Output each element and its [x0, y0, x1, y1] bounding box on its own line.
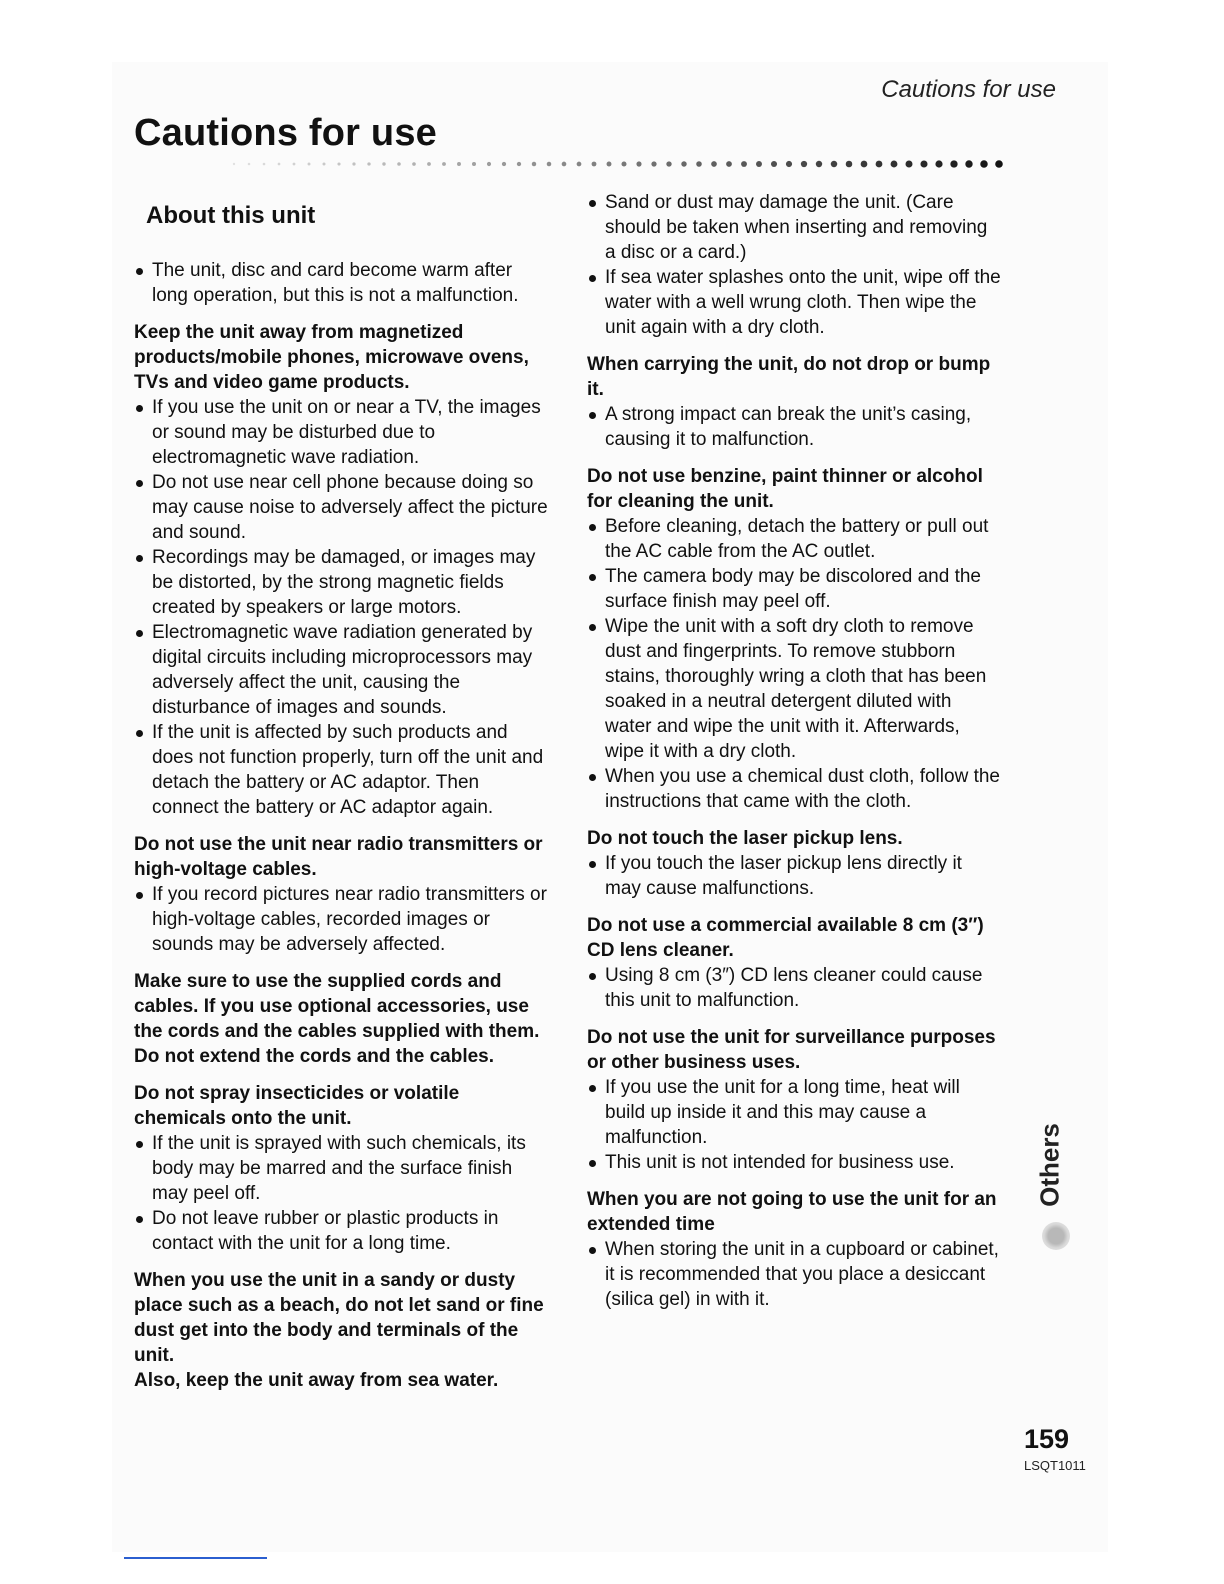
list-item: If the unit is affected by such products and does not function properly, turn off the unit and detach the battery or AC adaptor. Then connect the battery or AC adaptor again.	[134, 720, 550, 820]
rule-dot	[935, 160, 942, 167]
rule-dot	[412, 162, 416, 166]
list-item: Sand or dust may damage the unit. (Care should be taken when inserting and removing a disc or a card.)	[587, 190, 1003, 265]
bullet-list	[134, 882, 550, 957]
rule-dot	[517, 162, 521, 166]
rule-dot	[801, 161, 807, 167]
rule-dot	[816, 161, 822, 167]
list-item: A strong impact can break the unit’s casing, causing it to malfunction.	[587, 402, 1003, 452]
caution-block	[134, 1268, 550, 1393]
rule-dot	[950, 160, 957, 167]
rule-dot	[726, 161, 732, 167]
rule-dot	[681, 161, 686, 166]
rule-dot	[562, 162, 567, 167]
rule-dot	[906, 161, 913, 168]
list-item: Do not use near cell phone because doing so may cause noise to adversely affect the picture and sound.	[134, 470, 550, 545]
right-blocks	[587, 190, 1003, 1312]
running-header: Cautions for use	[881, 76, 1056, 103]
list-item: The unit, disc and card become warm after long operation, but this is not a malfunction.	[134, 258, 550, 308]
bottom-rule	[124, 1557, 267, 1559]
caution-heading: Also, keep the unit away from sea water.	[134, 1370, 499, 1391]
caution-block	[134, 832, 550, 957]
rule-dot	[278, 163, 281, 166]
bullet-list	[587, 851, 1003, 901]
bullet-list	[587, 1075, 1003, 1175]
caution-block	[134, 1081, 550, 1256]
rule-dot	[248, 163, 251, 166]
list-item: When storing the unit in a cupboard or cabinet, it is recommended that you place a desiccant (silica gel) in with it.	[587, 1237, 1003, 1312]
list-item: Do not leave rubber or plastic products in contact with the unit for a long time.	[134, 1206, 550, 1256]
list-item: Before cleaning, detach the battery or pull out the AC cable from the AC outlet.	[587, 514, 1003, 564]
rule-dot	[532, 162, 536, 166]
rule-dot	[367, 162, 370, 165]
caution-block	[587, 826, 1003, 901]
caution-block	[587, 1025, 1003, 1175]
dotted-rule	[228, 156, 1008, 172]
rule-dot	[547, 162, 552, 167]
list-item: When you use a chemical dust cloth, follow the instructions that came with the cloth.	[587, 764, 1003, 814]
rule-dot	[487, 162, 491, 166]
bullet-list	[134, 395, 550, 820]
caution-heading: Do not spray insecticides or volatile chemicals onto the unit.	[134, 1083, 460, 1129]
page-number: 159	[1024, 1424, 1070, 1454]
list-item: If sea water splashes onto the unit, wipe off the water with a well wrung cloth. Then wipe the unit again with a dry cloth.	[587, 265, 1003, 340]
caution-heading: Keep the unit away from magnetized products/mobile phones, microwave ovens, TVs and video game products.	[134, 322, 529, 393]
rule-dot	[711, 161, 717, 167]
bullet-list	[587, 402, 1003, 452]
rule-dot	[891, 161, 898, 168]
caution-heading: When carrying the unit, do not drop or bump it.	[587, 354, 991, 400]
bullet-list	[587, 514, 1003, 814]
right-column	[587, 190, 1003, 1324]
rule-dot	[756, 161, 762, 167]
caution-block	[134, 969, 550, 1069]
rule-dot	[621, 161, 626, 166]
list-item: If you use the unit on or near a TV, the images or sound may be disturbed due to electromagnetic wave radiation.	[134, 395, 550, 470]
caution-block	[134, 320, 550, 820]
list-item: If you use the unit for a long time, heat will build up inside it and this may cause a malfunction.	[587, 1075, 1003, 1150]
list-item: Using 8 cm (3″) CD lens cleaner could cause this unit to malfunction.	[587, 963, 1003, 1013]
left-blocks	[134, 320, 550, 1393]
rule-dot	[965, 160, 972, 167]
caution-block	[587, 913, 1003, 1013]
rule-dot	[980, 160, 987, 167]
list-item: Recordings may be damaged, or images may be distorted, by the strong magnetic fields created by speakers or large motors.	[134, 545, 550, 620]
intro-bullet-list	[134, 258, 550, 308]
caution-heading: Do not use the unit for surveillance purposes or other business uses.	[587, 1027, 996, 1073]
rule-dot	[831, 161, 837, 167]
caution-heading: Do not use the unit near radio transmitters or high-voltage cables.	[134, 834, 543, 880]
rule-dot	[696, 161, 702, 167]
list-item: If the unit is sprayed with such chemicals, its body may be marred and the surface finish may peel off.	[134, 1131, 550, 1206]
bullet-list	[587, 1237, 1003, 1312]
caution-block	[587, 190, 1003, 340]
caution-heading: When you are not going to use the unit for an extended time	[587, 1189, 997, 1235]
rule-dot	[786, 161, 792, 167]
bullet-list	[134, 1131, 550, 1256]
rule-dot	[636, 161, 641, 166]
rule-dot	[293, 163, 296, 166]
rule-dot	[861, 161, 868, 168]
rule-dot	[771, 161, 777, 167]
rule-dot	[592, 162, 597, 167]
rule-dot	[846, 161, 853, 168]
rule-dot	[427, 162, 431, 166]
section-marker-icon	[1042, 1222, 1070, 1250]
section-heading: About this unit	[146, 202, 316, 229]
rule-dot	[263, 163, 266, 166]
section-tab-label: Others	[1034, 1123, 1065, 1207]
caution-heading: Make sure to use the supplied cords and cables. If you use optional accessories, use the cords and the cables supplied with them.	[134, 971, 540, 1042]
page-title: Cautions for use	[134, 112, 438, 154]
caution-block	[587, 1187, 1003, 1312]
document-code: LSQT1011	[1024, 1458, 1086, 1473]
caution-heading: Do not use benzine, paint thinner or alcohol for cleaning the unit.	[587, 466, 983, 512]
rule-dot	[472, 162, 476, 166]
bullet-list	[587, 190, 1003, 340]
rule-dot	[651, 161, 656, 166]
caution-block	[587, 464, 1003, 814]
caution-block	[587, 352, 1003, 452]
rule-dot	[741, 161, 747, 167]
rule-dot	[457, 162, 461, 166]
caution-heading: Do not use a commercial available 8 cm (3″) CD lens cleaner.	[587, 915, 984, 961]
rule-dot	[397, 162, 401, 166]
rule-dot	[577, 162, 582, 167]
rule-dot	[502, 162, 506, 166]
rule-dot	[442, 162, 446, 166]
rule-dot	[666, 161, 671, 166]
list-item: Electromagnetic wave radiation generated by digital circuits including microprocessors may adversely affect the unit, causing the disturbance of images and sounds.	[134, 620, 550, 720]
rule-dot	[382, 162, 385, 165]
caution-heading: Do not touch the laser pickup lens.	[587, 828, 903, 849]
list-item: If you record pictures near radio transmitters or high-voltage cables, recorded images or sounds may be adversely affected.	[134, 882, 550, 957]
bullet-list	[587, 963, 1003, 1013]
list-item: Wipe the unit with a soft dry cloth to remove dust and fingerprints. To remove stubborn stains, thoroughly wring a cloth that has been soaked in a neutral detergent diluted with water and wipe the unit with it. Afterwards, wipe it with a dry cloth.	[587, 614, 1003, 764]
rule-dot	[308, 163, 311, 166]
list-item: This unit is not intended for business use.	[587, 1150, 1003, 1175]
list-item: The camera body may be discolored and the surface finish may peel off.	[587, 564, 1003, 614]
rule-dot	[337, 162, 340, 165]
caution-heading: Do not extend the cords and the cables.	[134, 1046, 495, 1067]
left-column	[134, 202, 550, 1405]
caution-heading: When you use the unit in a sandy or dusty place such as a beach, do not let sand or fine dust get into the body and terminals of the unit.	[134, 1270, 544, 1366]
rule-dot	[876, 161, 883, 168]
list-item: If you touch the laser pickup lens directly it may cause malfunctions.	[587, 851, 1003, 901]
rule-dot	[352, 162, 355, 165]
rule-dot	[995, 160, 1003, 168]
rule-dot	[233, 163, 235, 165]
rule-dot	[322, 162, 325, 165]
rule-dot	[920, 160, 927, 167]
rule-dot	[607, 162, 612, 167]
